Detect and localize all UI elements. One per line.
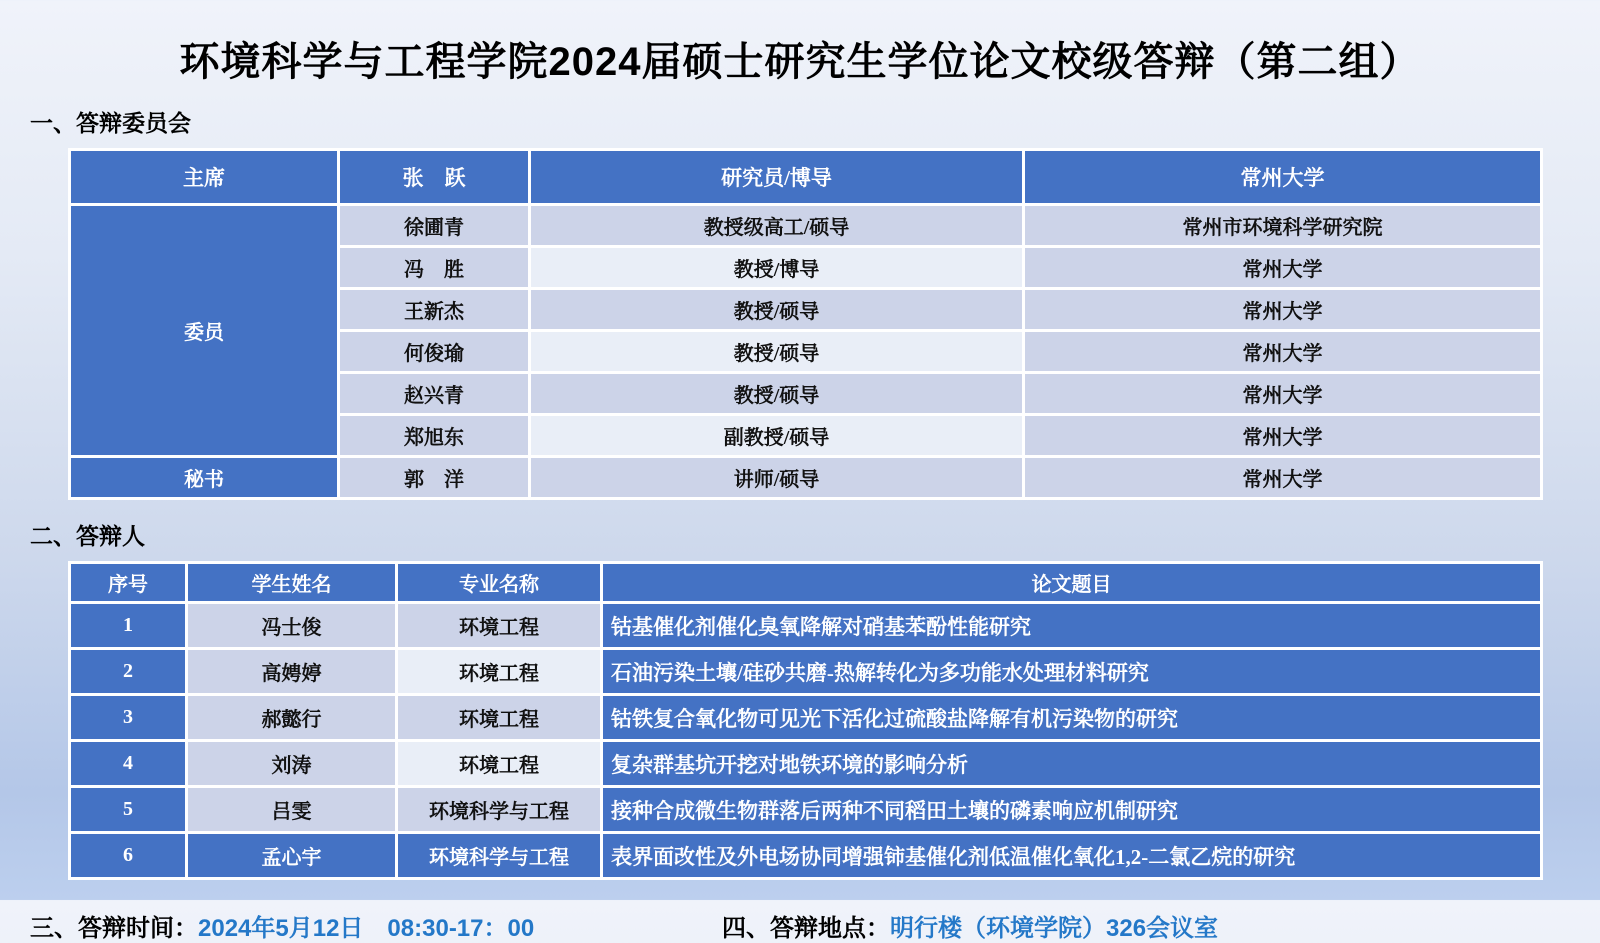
- student-name-cell: 冯士俊: [187, 603, 397, 649]
- org-cell: 常州市环境科学研究院: [1024, 205, 1542, 247]
- name-cell: 赵兴青: [339, 373, 530, 415]
- table-row: [70, 695, 1542, 741]
- org-cell: 常州大学: [1024, 331, 1542, 373]
- thesis-title-cell: 复杂群基坑开挖对地铁环境的影响分析: [602, 741, 1542, 787]
- title-cell: 教授/硕导: [530, 331, 1024, 373]
- thesis-title-cell: 石油污染土壤/硅砂共磨-热解转化为多功能水处理材料研究: [602, 649, 1542, 695]
- org-cell: 常州大学: [1024, 457, 1542, 499]
- defense-time-value: 2024年5月12日 08:30-17：00: [198, 915, 535, 942]
- role-cell-chair: 主席: [70, 150, 339, 205]
- defense-time: [30, 908, 722, 943]
- committee-section-heading: 一、答辩委员会: [30, 110, 191, 136]
- name-cell: 王新杰: [339, 289, 530, 331]
- thesis-title-cell: 接种合成微生物群落后两种不同稻田土壤的磷素响应机制研究: [602, 787, 1542, 833]
- defenders-table: [68, 561, 1543, 880]
- table-header-row: [70, 563, 1542, 603]
- table-row: [70, 205, 1542, 247]
- title-cell: 教授/博导: [530, 247, 1024, 289]
- name-cell: 郑旭东: [339, 415, 530, 457]
- defense-time-label: 三、答辩时间：: [30, 915, 198, 942]
- defense-place-label: 四、答辩地点：: [722, 915, 890, 942]
- no-cell: 6: [70, 833, 187, 879]
- defense-place: [722, 908, 1218, 943]
- title-cell: 教授/硕导: [530, 289, 1024, 331]
- thesis-title-cell: 钴基催化剂催化臭氧降解对硝基苯酚性能研究: [602, 603, 1542, 649]
- no-cell: 1: [70, 603, 187, 649]
- name-cell: 冯 胜: [339, 247, 530, 289]
- role-cell-members: 委员: [70, 205, 339, 457]
- no-cell: 4: [70, 741, 187, 787]
- major-cell: 环境工程: [397, 603, 602, 649]
- org-cell: 常州大学: [1024, 373, 1542, 415]
- student-name-cell: 孟心宇: [187, 833, 397, 879]
- title-cell: 教授/硕导: [530, 373, 1024, 415]
- major-cell: 环境科学与工程: [397, 787, 602, 833]
- no-cell: 5: [70, 787, 187, 833]
- major-cell: 环境工程: [397, 649, 602, 695]
- org-cell: 常州大学: [1024, 247, 1542, 289]
- thesis-title-cell: 表界面改性及外电场协同增强铈基催化剂低温催化氧化1,2-二氯乙烷的研究: [602, 833, 1542, 879]
- table-row: [70, 787, 1542, 833]
- student-name-cell: 高娉婷: [187, 649, 397, 695]
- table-row: [70, 741, 1542, 787]
- student-name-cell: 郝懿行: [187, 695, 397, 741]
- title-cell: 教授级高工/硕导: [530, 205, 1024, 247]
- footer-info: [30, 908, 1600, 943]
- title-cell: 研究员/博导: [530, 150, 1024, 205]
- column-header-major: 专业名称: [397, 563, 602, 603]
- student-name-cell: 刘涛: [187, 741, 397, 787]
- role-cell-secretary: 秘书: [70, 457, 339, 499]
- page-title: 环境科学与工程学院2024届硕士研究生学位论文校级答辩（第二组）: [179, 40, 1421, 84]
- no-cell: 3: [70, 695, 187, 741]
- org-cell: 常州大学: [1024, 415, 1542, 457]
- name-cell: 张 跃: [339, 150, 530, 205]
- name-cell: 何俊瑜: [339, 331, 530, 373]
- defense-place-value: 明行楼（环境学院）326会议室: [890, 915, 1219, 942]
- major-cell: 环境工程: [397, 695, 602, 741]
- thesis-title-cell: 钴铁复合氧化物可见光下活化过硫酸盐降解有机污染物的研究: [602, 695, 1542, 741]
- defenders-section-heading: 二、答辩人: [30, 523, 145, 549]
- title-cell: 副教授/硕导: [530, 415, 1024, 457]
- table-row: [70, 457, 1542, 499]
- org-cell: 常州大学: [1024, 150, 1542, 205]
- org-cell: 常州大学: [1024, 289, 1542, 331]
- table-row: [70, 649, 1542, 695]
- major-cell: 环境工程: [397, 741, 602, 787]
- committee-table: [68, 148, 1543, 500]
- table-row: [70, 603, 1542, 649]
- column-header-name: 学生姓名: [187, 563, 397, 603]
- major-cell: 环境科学与工程: [397, 833, 602, 879]
- column-header-no: 序号: [70, 563, 187, 603]
- table-row: [70, 150, 1542, 205]
- name-cell: 郭 洋: [339, 457, 530, 499]
- no-cell: 2: [70, 649, 187, 695]
- student-name-cell: 吕雯: [187, 787, 397, 833]
- title-cell: 讲师/硕导: [530, 457, 1024, 499]
- name-cell: 徐圃青: [339, 205, 530, 247]
- column-header-thesis: 论文题目: [602, 563, 1542, 603]
- table-row: [70, 833, 1542, 879]
